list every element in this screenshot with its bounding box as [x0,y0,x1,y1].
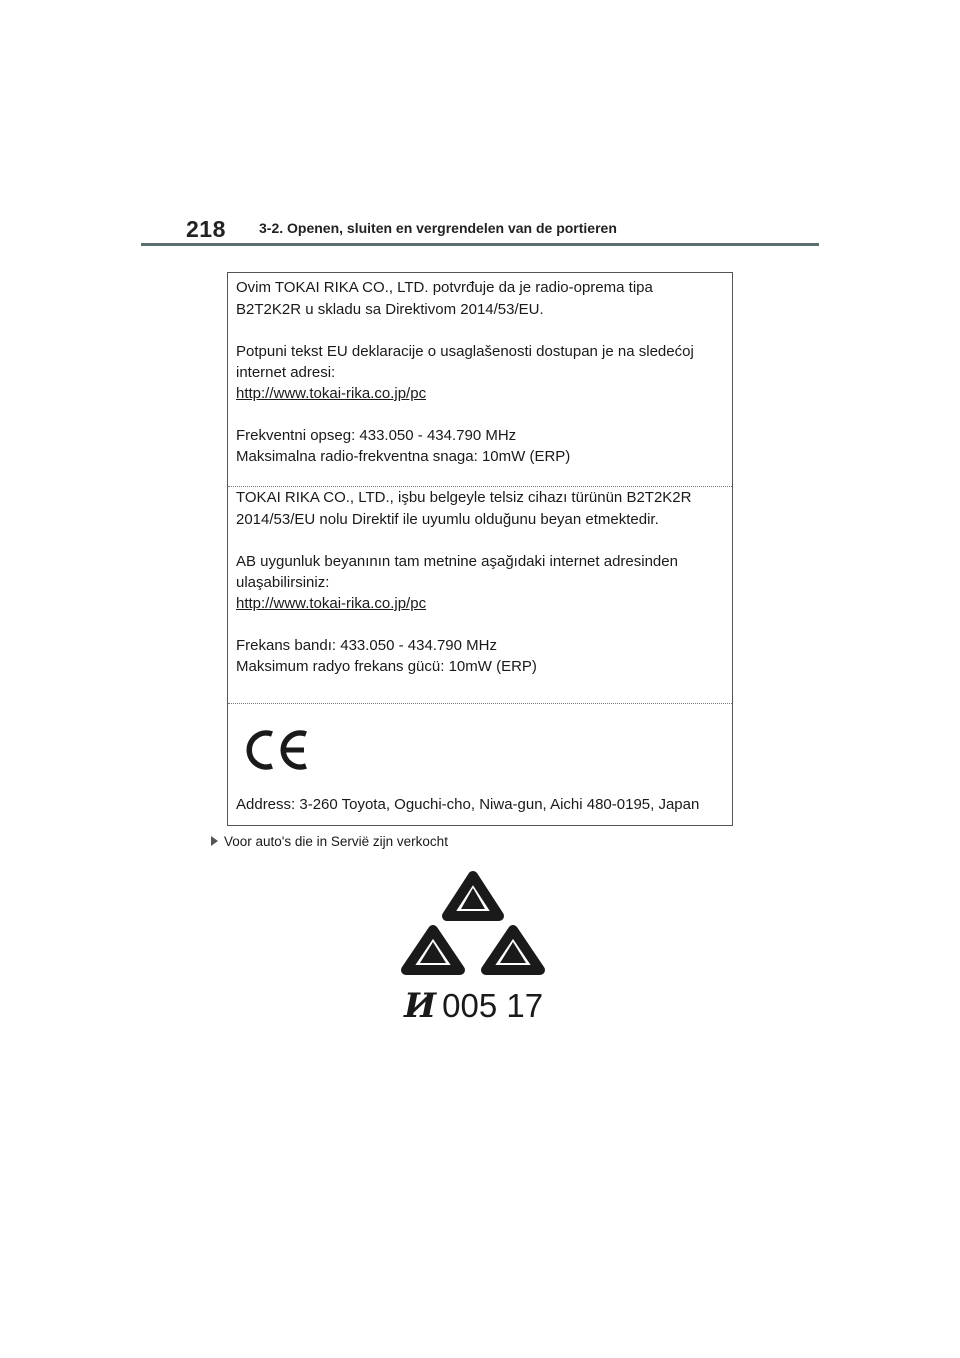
section-title: 3-2. Openen, sluiten en vergrendelen van de portieren [259,220,617,236]
serbian-link[interactable]: http://www.tokai-rika.co.jp/pc [236,385,427,402]
page-number: 218 [186,216,226,242]
serbian-line-2: B2T2K2R u skladu sa Direktivom 2014/53/EU. [236,301,544,318]
serbian-line-3: Potpuni tekst EU deklaracije o usaglašenosti dostupan je na sledećoj [236,343,694,360]
turkish-line-1: TOKAI RIKA CO., LTD., işbu belgeyle telsiz cihazı türünün B2T2K2R [236,489,692,506]
turkish-line-4: ulaşabilirsiniz: [236,574,330,591]
declaration-box [227,272,733,826]
certification-number: 005 17 [442,987,544,1024]
ce-mark-icon [242,728,310,772]
serbian-frequency: Frekventni opseg: 433.050 - 434.790 MHz [236,427,517,444]
serbian-power: Maksimalna radio-frekventna snaga: 10mW (ERP) [236,448,571,465]
header-rule [141,243,819,246]
manufacturer-address: Address: 3-260 Toyota, Oguchi-cho, Niwa-gun, Aichi 480-0195, Japan [236,796,700,813]
turkish-line-2: 2014/53/EU nolu Direktif ile uyumlu olduğunu beyan etmektedir. [236,511,659,528]
page-header [141,212,819,248]
turkish-declaration [228,486,732,702]
serbia-triangle-mark-icon [398,866,548,978]
serbian-line-1: Ovim TOKAI RIKA CO., LTD. potvrđuje da je radio-oprema tipa [236,279,653,296]
serbian-declaration [228,273,732,485]
serbian-line-4: internet adresi: [236,364,336,381]
cyrillic-letter: И [404,986,437,1026]
bullet-serbia [211,834,448,849]
turkish-line-3: AB uygunluk beyanının tam metnine aşağıdaki internet adresinden [236,553,678,570]
serbia-certification-code [404,986,543,1026]
turkish-power: Maksimum radyo frekans gücü: 10mW (ERP) [236,658,537,675]
bullet-text: Voor auto's die in Servië zijn verkocht [224,834,448,849]
ce-address-panel [228,703,732,827]
turkish-frequency: Frekans bandı: 433.050 - 434.790 MHz [236,637,497,654]
turkish-link[interactable]: http://www.tokai-rika.co.jp/pc [236,595,427,612]
triangle-bullet-icon [211,836,218,846]
